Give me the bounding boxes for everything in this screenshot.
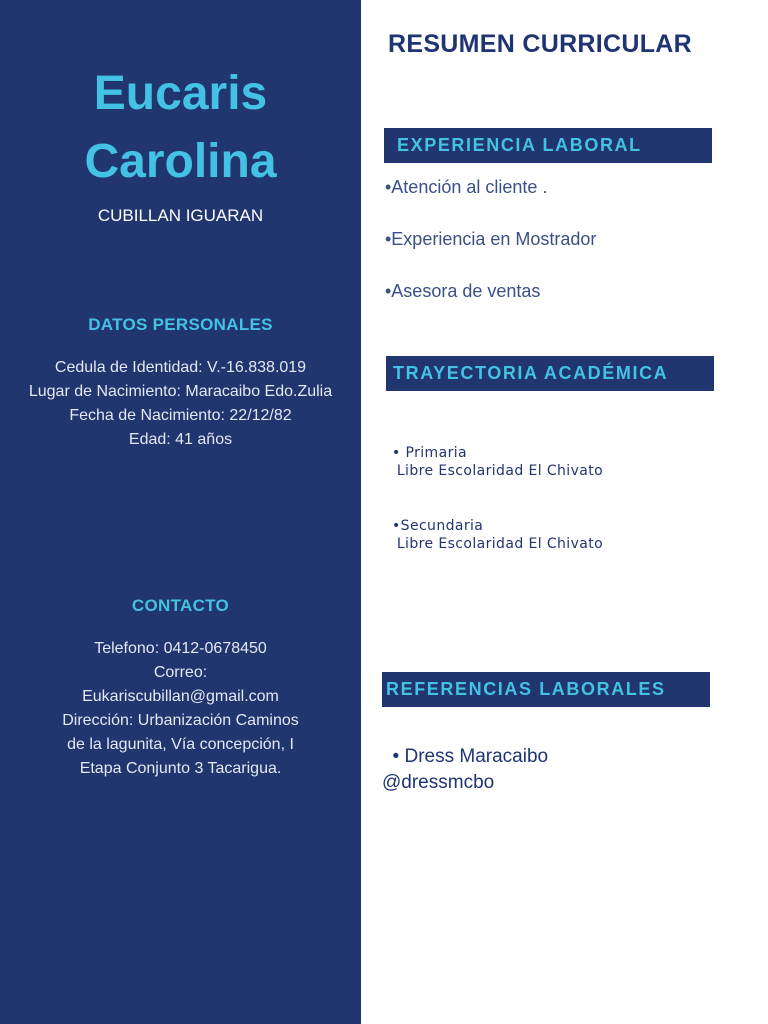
id-number: Cedula de Identidad: V.-16.838.019 (54, 359, 307, 376)
address-line-2: de la lagunita, Vía concepción, I (67, 736, 294, 753)
reference-handle: @dressmcbo (382, 772, 495, 793)
birthplace: Lugar de Nacimiento: Maracaibo Edo.Zulia (28, 383, 333, 400)
age: Edad: 41 años (128, 431, 233, 448)
experience-item: •Atención al cliente . (385, 177, 548, 197)
experience-heading: EXPERIENCIA LABORAL (384, 128, 712, 163)
academic-level: •Secundaria (392, 518, 484, 534)
contact-heading: CONTACTO (131, 596, 230, 615)
phone: Telefono: 0412-0678450 (94, 640, 267, 657)
email: Eukariscubillan@gmail.com (82, 688, 279, 705)
surnames: CUBILLAN IGUARAN (97, 206, 264, 225)
contact-block (0, 637, 361, 781)
second-name: Carolina (84, 135, 277, 188)
experience-item: •Experiencia en Mostrador (385, 229, 597, 249)
academic-item-primary (392, 444, 603, 480)
personal-data-heading: DATOS PERSONALES (88, 315, 273, 334)
email-label: Correo: (153, 664, 208, 681)
resume-title: RESUMEN CURRICULAR (388, 30, 693, 58)
references-heading: REFERENCIAS LABORALES (382, 672, 710, 707)
personal-data-block (0, 356, 361, 452)
address-line-1: Dirección: Urbanización Caminos (62, 712, 299, 729)
address-line-3: Etapa Conjunto 3 Tacarigua. (79, 760, 282, 777)
academic-school: Libre Escolaridad El Chivato (392, 536, 604, 552)
experience-item: •Asesora de ventas (385, 281, 541, 301)
academic-level: • Primaria (392, 445, 467, 461)
first-name: Eucaris (93, 67, 268, 120)
reference-name: • Dress Maracaibo (382, 746, 549, 767)
academic-school: Libre Escolaridad El Chivato (392, 463, 604, 479)
academic-heading: TRAYECTORIA ACADÉMICA (386, 356, 714, 391)
left-sidebar (0, 0, 361, 1024)
birthdate: Fecha de Nacimiento: 22/12/82 (69, 407, 292, 424)
academic-item-secondary (392, 517, 603, 553)
references-block (382, 744, 548, 796)
